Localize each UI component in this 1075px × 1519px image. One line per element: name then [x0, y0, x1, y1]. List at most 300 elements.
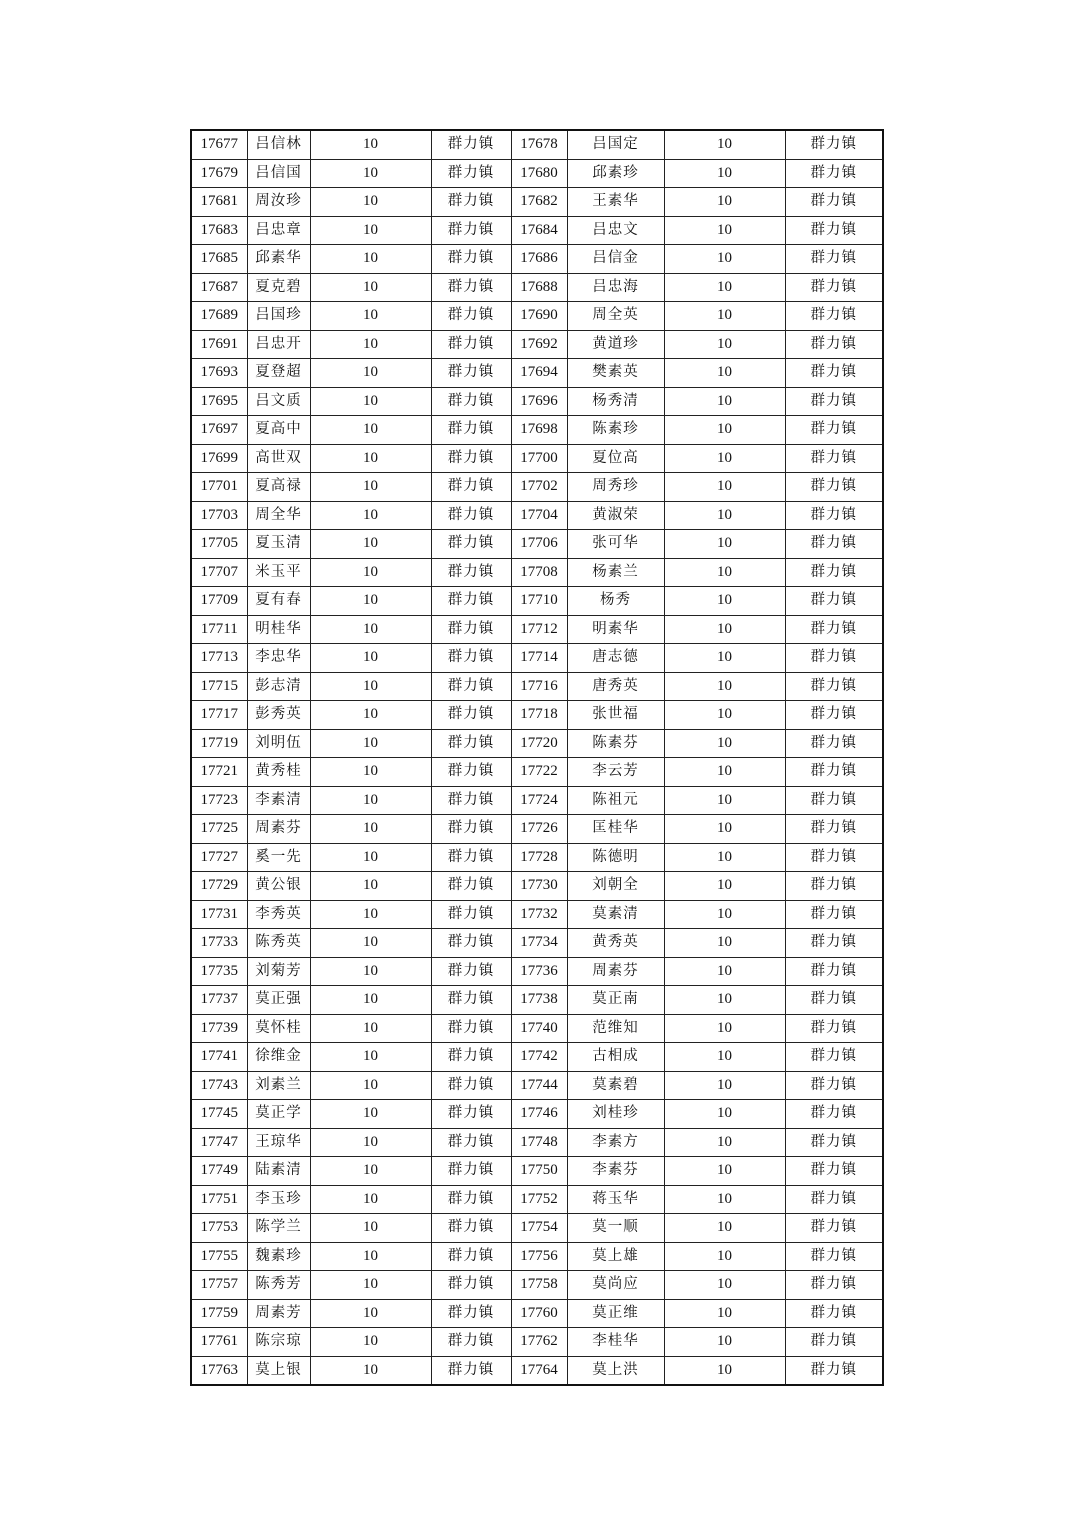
name-cell: 李玉珍	[247, 1185, 310, 1214]
town-cell: 群力镇	[431, 1242, 511, 1271]
table-row	[191, 1071, 883, 1100]
name-cell: 唐秀英	[567, 672, 664, 701]
record-id-cell: 17706	[511, 530, 567, 559]
table-row	[191, 216, 883, 245]
amount-cell: 10	[310, 929, 431, 958]
record-id-cell: 17723	[191, 786, 247, 815]
table-row	[191, 644, 883, 673]
table-row	[191, 729, 883, 758]
town-cell: 群力镇	[431, 644, 511, 673]
town-cell: 群力镇	[431, 159, 511, 188]
town-cell: 群力镇	[431, 1071, 511, 1100]
table-row	[191, 387, 883, 416]
amount-cell: 10	[664, 558, 785, 587]
table-row	[191, 986, 883, 1015]
name-cell: 夏高禄	[247, 473, 310, 502]
amount-cell: 10	[310, 1299, 431, 1328]
name-cell: 邱素华	[247, 245, 310, 274]
town-cell: 群力镇	[431, 986, 511, 1015]
amount-cell: 10	[664, 387, 785, 416]
record-id-cell: 17713	[191, 644, 247, 673]
name-cell: 杨秀	[567, 587, 664, 616]
amount-cell: 10	[310, 672, 431, 701]
name-cell: 范维知	[567, 1014, 664, 1043]
record-id-cell: 17745	[191, 1100, 247, 1129]
amount-cell: 10	[664, 843, 785, 872]
name-cell: 莫上雄	[567, 1242, 664, 1271]
record-id-cell: 17703	[191, 501, 247, 530]
name-cell: 周素芳	[247, 1299, 310, 1328]
record-id-cell: 17729	[191, 872, 247, 901]
amount-cell: 10	[310, 872, 431, 901]
record-id-cell: 17739	[191, 1014, 247, 1043]
name-cell: 米玉平	[247, 558, 310, 587]
record-id-cell: 17764	[511, 1356, 567, 1385]
name-cell: 古相成	[567, 1043, 664, 1072]
amount-cell: 10	[664, 245, 785, 274]
amount-cell: 10	[310, 302, 431, 331]
table-row	[191, 957, 883, 986]
record-id-cell: 17755	[191, 1242, 247, 1271]
name-cell: 杨素兰	[567, 558, 664, 587]
table-row	[191, 1014, 883, 1043]
table-row	[191, 188, 883, 217]
table-row	[191, 1185, 883, 1214]
record-id-cell: 17689	[191, 302, 247, 331]
name-cell: 陈素芬	[567, 729, 664, 758]
record-id-cell: 17728	[511, 843, 567, 872]
amount-cell: 10	[664, 1214, 785, 1243]
amount-cell: 10	[310, 758, 431, 787]
record-id-cell: 17731	[191, 900, 247, 929]
name-cell: 李素清	[247, 786, 310, 815]
amount-cell: 10	[664, 359, 785, 388]
amount-cell: 10	[664, 273, 785, 302]
table-row	[191, 444, 883, 473]
table-row	[191, 843, 883, 872]
town-cell: 群力镇	[431, 815, 511, 844]
town-cell: 群力镇	[431, 900, 511, 929]
record-id-cell: 17694	[511, 359, 567, 388]
amount-cell: 10	[310, 843, 431, 872]
amount-cell: 10	[664, 1071, 785, 1100]
name-cell: 李秀英	[247, 900, 310, 929]
town-cell: 群力镇	[431, 1100, 511, 1129]
amount-cell: 10	[310, 1014, 431, 1043]
name-cell: 陆素清	[247, 1157, 310, 1186]
town-cell: 群力镇	[785, 1128, 883, 1157]
town-cell: 群力镇	[431, 330, 511, 359]
name-cell: 莫上洪	[567, 1356, 664, 1385]
town-cell: 群力镇	[785, 558, 883, 587]
town-cell: 群力镇	[431, 843, 511, 872]
amount-cell: 10	[310, 501, 431, 530]
record-id-cell: 17751	[191, 1185, 247, 1214]
name-cell: 陈秀英	[247, 929, 310, 958]
name-cell: 彭秀英	[247, 701, 310, 730]
name-cell: 李桂华	[567, 1328, 664, 1357]
town-cell: 群力镇	[431, 444, 511, 473]
town-cell: 群力镇	[431, 558, 511, 587]
name-cell: 周素芬	[247, 815, 310, 844]
table-row	[191, 245, 883, 274]
record-id-cell: 17704	[511, 501, 567, 530]
name-cell: 吕忠文	[567, 216, 664, 245]
record-id-cell: 17719	[191, 729, 247, 758]
table-row	[191, 1328, 883, 1357]
table-row	[191, 159, 883, 188]
record-id-cell: 17757	[191, 1271, 247, 1300]
table-row	[191, 1271, 883, 1300]
town-cell: 群力镇	[431, 359, 511, 388]
amount-cell: 10	[664, 872, 785, 901]
name-cell: 吕国珍	[247, 302, 310, 331]
amount-cell: 10	[664, 216, 785, 245]
amount-cell: 10	[664, 501, 785, 530]
name-cell: 李素芬	[567, 1157, 664, 1186]
amount-cell: 10	[664, 644, 785, 673]
record-id-cell: 17740	[511, 1014, 567, 1043]
record-id-cell: 17724	[511, 786, 567, 815]
table-row	[191, 701, 883, 730]
town-cell: 群力镇	[431, 1356, 511, 1385]
town-cell: 群力镇	[785, 1328, 883, 1357]
amount-cell: 10	[664, 530, 785, 559]
town-cell: 群力镇	[431, 786, 511, 815]
town-cell: 群力镇	[785, 1185, 883, 1214]
town-cell: 群力镇	[785, 245, 883, 274]
amount-cell: 10	[310, 729, 431, 758]
amount-cell: 10	[310, 130, 431, 159]
amount-cell: 10	[310, 188, 431, 217]
name-cell: 彭志清	[247, 672, 310, 701]
town-cell: 群力镇	[785, 957, 883, 986]
record-id-cell: 17697	[191, 416, 247, 445]
name-cell: 张世福	[567, 701, 664, 730]
table-row	[191, 530, 883, 559]
town-cell: 群力镇	[785, 843, 883, 872]
name-cell: 魏素珍	[247, 1242, 310, 1271]
town-cell: 群力镇	[785, 1100, 883, 1129]
name-cell: 杨秀清	[567, 387, 664, 416]
amount-cell: 10	[310, 273, 431, 302]
amount-cell: 10	[664, 1356, 785, 1385]
town-cell: 群力镇	[431, 302, 511, 331]
table-body	[191, 130, 883, 1385]
name-cell: 黄道珍	[567, 330, 664, 359]
town-cell: 群力镇	[431, 1157, 511, 1186]
amount-cell: 10	[310, 786, 431, 815]
record-id-cell: 17760	[511, 1299, 567, 1328]
record-id-cell: 17737	[191, 986, 247, 1015]
town-cell: 群力镇	[785, 1356, 883, 1385]
town-cell: 群力镇	[785, 815, 883, 844]
name-cell: 莫正维	[567, 1299, 664, 1328]
table-row	[191, 473, 883, 502]
amount-cell: 10	[664, 1185, 785, 1214]
record-id-cell: 17687	[191, 273, 247, 302]
name-cell: 吕信金	[567, 245, 664, 274]
town-cell: 群力镇	[431, 672, 511, 701]
record-id-cell: 17748	[511, 1128, 567, 1157]
table-row	[191, 815, 883, 844]
record-id-cell: 17735	[191, 957, 247, 986]
town-cell: 群力镇	[785, 1014, 883, 1043]
amount-cell: 10	[310, 587, 431, 616]
name-cell: 刘桂珍	[567, 1100, 664, 1129]
town-cell: 群力镇	[431, 387, 511, 416]
table-row	[191, 416, 883, 445]
name-cell: 周汝珍	[247, 188, 310, 217]
record-id-cell: 17754	[511, 1214, 567, 1243]
record-id-cell: 17714	[511, 644, 567, 673]
town-cell: 群力镇	[785, 501, 883, 530]
amount-cell: 10	[664, 1242, 785, 1271]
name-cell: 徐维金	[247, 1043, 310, 1072]
name-cell: 夏高中	[247, 416, 310, 445]
amount-cell: 10	[664, 986, 785, 1015]
town-cell: 群力镇	[431, 701, 511, 730]
amount-cell: 10	[664, 729, 785, 758]
record-id-cell: 17701	[191, 473, 247, 502]
town-cell: 群力镇	[785, 1157, 883, 1186]
record-id-cell: 17752	[511, 1185, 567, 1214]
record-id-cell: 17685	[191, 245, 247, 274]
town-cell: 群力镇	[785, 672, 883, 701]
record-id-cell: 17678	[511, 130, 567, 159]
town-cell: 群力镇	[431, 1014, 511, 1043]
table-row	[191, 1128, 883, 1157]
amount-cell: 10	[310, 416, 431, 445]
name-cell: 匡桂华	[567, 815, 664, 844]
name-cell: 夏玉清	[247, 530, 310, 559]
name-cell: 莫正强	[247, 986, 310, 1015]
town-cell: 群力镇	[431, 957, 511, 986]
name-cell: 莫尚应	[567, 1271, 664, 1300]
amount-cell: 10	[310, 986, 431, 1015]
name-cell: 陈学兰	[247, 1214, 310, 1243]
amount-cell: 10	[664, 330, 785, 359]
record-id-cell: 17680	[511, 159, 567, 188]
amount-cell: 10	[664, 188, 785, 217]
town-cell: 群力镇	[785, 359, 883, 388]
amount-cell: 10	[310, 159, 431, 188]
table-row	[191, 1214, 883, 1243]
record-id-cell: 17683	[191, 216, 247, 245]
name-cell: 邱素珍	[567, 159, 664, 188]
record-id-cell: 17712	[511, 615, 567, 644]
town-cell: 群力镇	[431, 1128, 511, 1157]
town-cell: 群力镇	[785, 1271, 883, 1300]
amount-cell: 10	[664, 1014, 785, 1043]
name-cell: 张可华	[567, 530, 664, 559]
name-cell: 王素华	[567, 188, 664, 217]
amount-cell: 10	[310, 1185, 431, 1214]
town-cell: 群力镇	[785, 444, 883, 473]
town-cell: 群力镇	[431, 501, 511, 530]
table-row	[191, 672, 883, 701]
name-cell: 夏登超	[247, 359, 310, 388]
amount-cell: 10	[664, 473, 785, 502]
town-cell: 群力镇	[785, 130, 883, 159]
record-id-cell: 17684	[511, 216, 567, 245]
name-cell: 陈秀芳	[247, 1271, 310, 1300]
record-id-cell: 17717	[191, 701, 247, 730]
amount-cell: 10	[664, 1299, 785, 1328]
town-cell: 群力镇	[785, 758, 883, 787]
amount-cell: 10	[310, 387, 431, 416]
town-cell: 群力镇	[431, 1185, 511, 1214]
record-id-cell: 17750	[511, 1157, 567, 1186]
table-row	[191, 1157, 883, 1186]
record-id-cell: 17691	[191, 330, 247, 359]
amount-cell: 10	[664, 1157, 785, 1186]
name-cell: 周全华	[247, 501, 310, 530]
town-cell: 群力镇	[785, 387, 883, 416]
town-cell: 群力镇	[785, 302, 883, 331]
record-id-cell: 17746	[511, 1100, 567, 1129]
name-cell: 樊素英	[567, 359, 664, 388]
amount-cell: 10	[310, 900, 431, 929]
amount-cell: 10	[310, 473, 431, 502]
town-cell: 群力镇	[785, 473, 883, 502]
town-cell: 群力镇	[431, 587, 511, 616]
record-id-cell: 17708	[511, 558, 567, 587]
town-cell: 群力镇	[785, 416, 883, 445]
record-id-cell: 17747	[191, 1128, 247, 1157]
name-cell: 黄秀英	[567, 929, 664, 958]
town-cell: 群力镇	[431, 758, 511, 787]
record-id-cell: 17727	[191, 843, 247, 872]
record-id-cell: 17716	[511, 672, 567, 701]
record-id-cell: 17710	[511, 587, 567, 616]
name-cell: 王琼华	[247, 1128, 310, 1157]
name-cell: 莫上银	[247, 1356, 310, 1385]
table-row	[191, 1242, 883, 1271]
amount-cell: 10	[310, 644, 431, 673]
town-cell: 群力镇	[785, 530, 883, 559]
town-cell: 群力镇	[785, 900, 883, 929]
table-row	[191, 1356, 883, 1385]
record-id-cell: 17682	[511, 188, 567, 217]
name-cell: 吕国定	[567, 130, 664, 159]
name-cell: 陈祖元	[567, 786, 664, 815]
amount-cell: 10	[310, 957, 431, 986]
name-cell: 奚一先	[247, 843, 310, 872]
record-id-cell: 17742	[511, 1043, 567, 1072]
town-cell: 群力镇	[431, 1271, 511, 1300]
town-cell: 群力镇	[785, 929, 883, 958]
town-cell: 群力镇	[431, 1214, 511, 1243]
table-row	[191, 587, 883, 616]
record-id-cell: 17699	[191, 444, 247, 473]
town-cell: 群力镇	[431, 188, 511, 217]
record-id-cell: 17761	[191, 1328, 247, 1357]
record-id-cell: 17715	[191, 672, 247, 701]
name-cell: 高世双	[247, 444, 310, 473]
record-id-cell: 17738	[511, 986, 567, 1015]
record-id-cell: 17681	[191, 188, 247, 217]
town-cell: 群力镇	[785, 587, 883, 616]
amount-cell: 10	[310, 1128, 431, 1157]
table-row	[191, 786, 883, 815]
table-row	[191, 130, 883, 159]
record-id-cell: 17692	[511, 330, 567, 359]
town-cell: 群力镇	[431, 473, 511, 502]
record-id-cell: 17763	[191, 1356, 247, 1385]
amount-cell: 10	[664, 1100, 785, 1129]
record-id-cell: 17718	[511, 701, 567, 730]
record-id-cell: 17741	[191, 1043, 247, 1072]
name-cell: 黄公银	[247, 872, 310, 901]
amount-cell: 10	[664, 1328, 785, 1357]
amount-cell: 10	[664, 786, 785, 815]
town-cell: 群力镇	[431, 615, 511, 644]
table-row	[191, 1299, 883, 1328]
amount-cell: 10	[664, 1271, 785, 1300]
record-id-cell: 17756	[511, 1242, 567, 1271]
amount-cell: 10	[664, 758, 785, 787]
town-cell: 群力镇	[785, 986, 883, 1015]
name-cell: 莫素碧	[567, 1071, 664, 1100]
amount-cell: 10	[310, 359, 431, 388]
town-cell: 群力镇	[785, 188, 883, 217]
amount-cell: 10	[664, 701, 785, 730]
amount-cell: 10	[310, 701, 431, 730]
name-cell: 刘朝全	[567, 872, 664, 901]
record-id-cell: 17686	[511, 245, 567, 274]
name-cell: 吕忠章	[247, 216, 310, 245]
table-row	[191, 501, 883, 530]
town-cell: 群力镇	[785, 1043, 883, 1072]
amount-cell: 10	[310, 1071, 431, 1100]
name-cell: 明桂华	[247, 615, 310, 644]
record-id-cell: 17762	[511, 1328, 567, 1357]
data-table	[190, 129, 884, 1386]
record-id-cell: 17730	[511, 872, 567, 901]
record-id-cell: 17679	[191, 159, 247, 188]
table-row	[191, 359, 883, 388]
record-id-cell: 17732	[511, 900, 567, 929]
amount-cell: 10	[664, 615, 785, 644]
town-cell: 群力镇	[431, 1299, 511, 1328]
name-cell: 陈素珍	[567, 416, 664, 445]
record-id-cell: 17743	[191, 1071, 247, 1100]
table-row	[191, 615, 883, 644]
record-id-cell: 17759	[191, 1299, 247, 1328]
amount-cell: 10	[310, 1043, 431, 1072]
town-cell: 群力镇	[785, 159, 883, 188]
name-cell: 周全英	[567, 302, 664, 331]
record-id-cell: 17722	[511, 758, 567, 787]
record-id-cell: 17688	[511, 273, 567, 302]
town-cell: 群力镇	[431, 1328, 511, 1357]
table-row	[191, 758, 883, 787]
record-id-cell: 17702	[511, 473, 567, 502]
record-id-cell: 17700	[511, 444, 567, 473]
amount-cell: 10	[664, 815, 785, 844]
town-cell: 群力镇	[785, 701, 883, 730]
table-row	[191, 1100, 883, 1129]
record-id-cell: 17711	[191, 615, 247, 644]
name-cell: 李云芳	[567, 758, 664, 787]
town-cell: 群力镇	[785, 615, 883, 644]
table-row	[191, 1043, 883, 1072]
name-cell: 陈德明	[567, 843, 664, 872]
amount-cell: 10	[310, 558, 431, 587]
town-cell: 群力镇	[431, 872, 511, 901]
record-id-cell: 17721	[191, 758, 247, 787]
